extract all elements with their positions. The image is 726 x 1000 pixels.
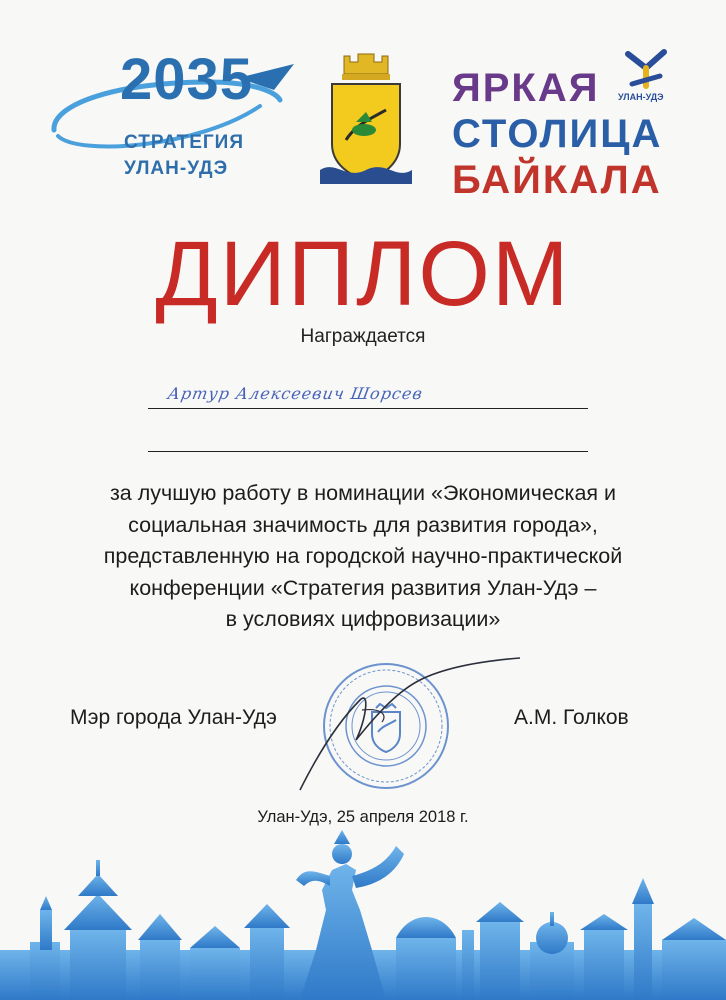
bright-logo-line1: ЯРКАЯ xyxy=(452,66,600,110)
star-figure-icon xyxy=(624,48,668,92)
bright-capital-logo xyxy=(452,48,682,202)
strategy-2035-logo xyxy=(48,47,298,202)
awarded-label: Награждается xyxy=(300,326,426,347)
signature-icon xyxy=(270,650,530,800)
recipient-name-handwritten: Артур Алексеевич Шорсев xyxy=(166,384,425,403)
bright-logo-line3: БАЙКАЛА xyxy=(452,158,662,202)
bright-logo-line2: СТОЛИЦА xyxy=(452,112,663,156)
logo-year: 2035 xyxy=(120,47,254,112)
award-text-line: социальная значимость для развития города», xyxy=(128,512,598,537)
place-and-date: Улан-Удэ, 25 апреля 2018 г. xyxy=(257,808,469,826)
recipient-line xyxy=(148,408,588,409)
signer-title: Мэр города Улан-Удэ xyxy=(70,706,277,729)
award-text-line: конференции «Стратегия развития Улан-Удэ – xyxy=(129,575,597,600)
award-description xyxy=(0,478,726,636)
logo-text-city: УЛАН-УДЭ xyxy=(124,158,229,179)
recipient-line-second xyxy=(148,451,588,452)
award-text-line: за лучшую работу в номинации «Экономическая и xyxy=(109,481,617,505)
award-text-line: в условиях цифровизации» xyxy=(225,607,501,631)
signer-name: А.М. Голков xyxy=(514,706,629,729)
bright-logo-city: УЛАН-УДЭ xyxy=(618,92,664,102)
award-text-line: представленную на городской научно-практической xyxy=(103,544,623,568)
city-skyline-icon xyxy=(0,830,726,1000)
coat-of-arms-icon xyxy=(316,52,416,192)
diploma-title: ДИПЛОМ xyxy=(155,223,571,325)
logo-text-strategy: СТРАТЕГИЯ xyxy=(124,132,244,153)
